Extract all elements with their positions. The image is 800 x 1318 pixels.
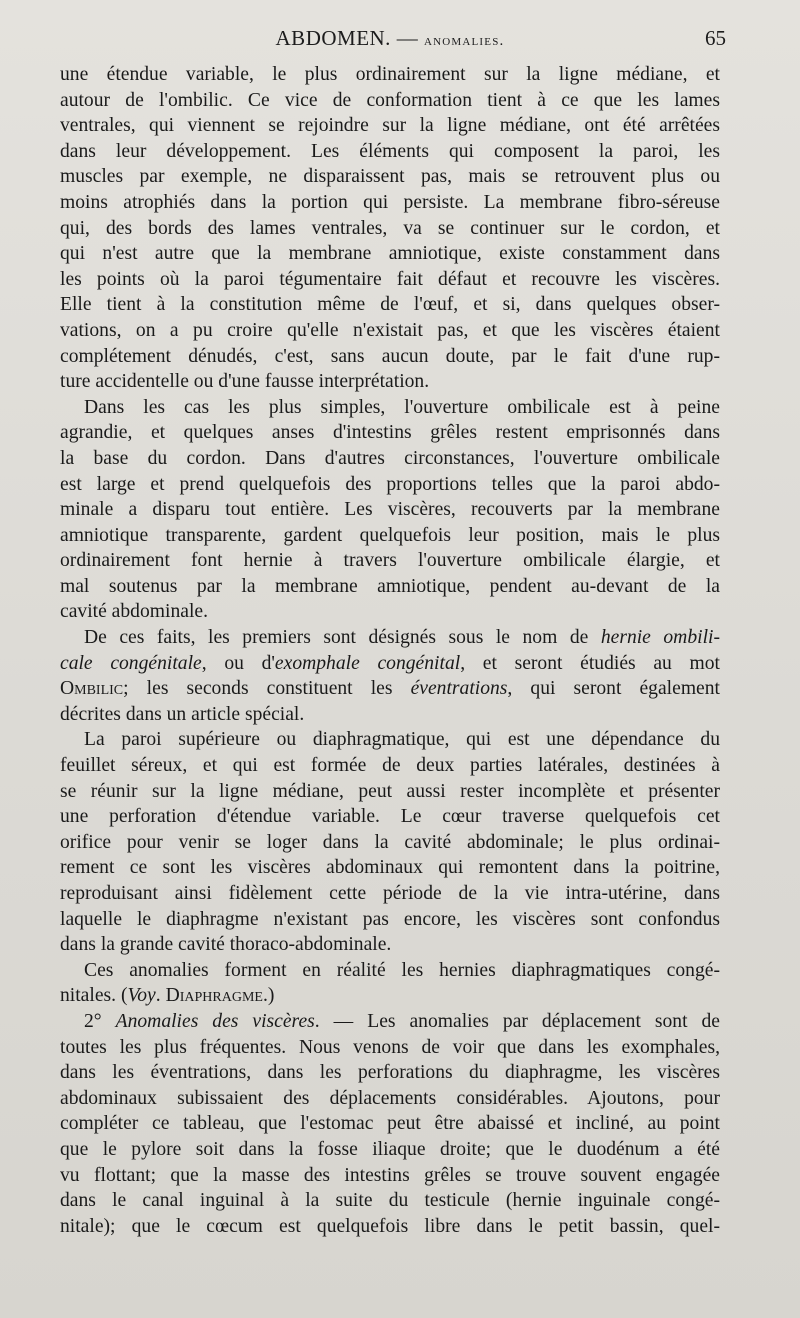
paragraph-3 xyxy=(60,625,720,727)
text-line: dans le canal inguinal à la suite du testicule (hernie inguinale congé- xyxy=(60,1190,720,1212)
italic-term: éventrations xyxy=(410,678,508,700)
paragraph-1 xyxy=(60,62,720,395)
text-line: muscles par exemple, ne disparaissent pas, mais se retrouvent plus ou xyxy=(60,166,720,188)
section-number: 2° xyxy=(84,1010,116,1032)
paragraph-6 xyxy=(60,1009,720,1239)
text-line: toutes les plus fréquentes. Nous venons de voir que dans les exomphales, xyxy=(60,1036,720,1058)
text-line: Elle tient à la constitution même de l'œuf, et si, dans quelques obser- xyxy=(60,294,720,316)
text-run: . — Les anomalies par déplacement sont de xyxy=(314,1010,720,1032)
text-line: ventrales, qui viennent se rejoindre sur la ligne médiane, ont été arrêtées xyxy=(60,115,720,137)
text-line: La paroi supérieure ou diaphragmatique, qui est une dépendance du xyxy=(84,729,720,751)
text-line: ordinairement font hernie à travers l'ouverture ombilicale élargie, et xyxy=(60,550,720,572)
text-line: cavité abdominale. xyxy=(60,601,208,623)
text-line: amniotique transparente, gardent quelquefois leur position, mais le plus xyxy=(60,524,720,546)
text-line: vu flottant; que la masse des intestins grêles se trouve souvent engagée xyxy=(60,1164,720,1186)
paragraph-2 xyxy=(60,395,720,625)
text-line: agrandie, et quelques anses d'intestins grêles restent emprisonnés dans xyxy=(60,422,720,444)
text-line: qui, des bords des lames ventrales, va se continuer sur le cordon, et xyxy=(60,217,720,239)
text-line: les points où la paroi tégumentaire fait défaut et recouvre les viscères. xyxy=(60,268,720,290)
running-title xyxy=(60,26,720,51)
text-line: reproduisant ainsi fidèlement cette période de la vie intra-utérine, dans xyxy=(60,883,720,904)
running-header xyxy=(60,26,726,56)
text-line: une étendue variable, le plus ordinairement sur la ligne médiane, et xyxy=(60,64,720,85)
text-line: Dans les cas les plus simples, l'ouverture ombilicale est à peine xyxy=(84,396,720,418)
text-line: Ces anomalies forment en réalité les hernies diaphragmatiques congé- xyxy=(84,959,720,981)
text-line: moins atrophiés dans la portion qui persiste. La membrane fibro-séreuse xyxy=(60,191,720,213)
text-line xyxy=(60,625,720,651)
paragraph-5 xyxy=(60,958,720,1009)
text-line: minale a disparu tout entière. Les viscères, recouverts par la membrane xyxy=(60,499,720,521)
text-line: dans leur développement. Les éléments qui composent la paroi, les xyxy=(60,140,720,162)
cross-reference: Ombilic xyxy=(60,678,124,700)
text-line: nitale); que le cœcum est quelquefois libre dans le petit bassin, quel- xyxy=(60,1215,720,1237)
text-run: , et seront étudiés au mot xyxy=(460,652,720,674)
text-line: une perforation d'étendue variable. Le cœur traverse quelquefois cet xyxy=(60,806,720,828)
text-line: est large et prend quelquefois des proportions telles que la paroi abdo- xyxy=(60,473,720,495)
text-line: dans la grande cavité thoraco-abdominale. xyxy=(60,934,392,956)
text-line xyxy=(60,676,720,702)
header-title: ABDOMEN. xyxy=(275,26,391,50)
text-run: . xyxy=(155,985,166,1007)
text-line: vations, on a pu croire qu'elle n'existait pas, et que les viscères étaient xyxy=(60,319,720,341)
text-run: ; les seconds constituent les xyxy=(123,678,411,700)
text-line: mal soutenus par la membrane amniotique, pendent au-devant de la xyxy=(60,575,720,597)
italic-term: cale congénitale xyxy=(60,652,202,674)
text-line: la base du cordon. Dans d'autres circonstances, l'ouverture ombilicale xyxy=(60,447,720,469)
text-line: laquelle le diaphragme n'existant pas encore, les viscères sont confondus xyxy=(60,908,720,930)
body-text xyxy=(60,62,720,1239)
text-line xyxy=(60,983,720,1009)
text-run: , qui seront également xyxy=(507,678,720,700)
text-line: feuillet séreux, et qui est formée de deux parties latérales, destinées à xyxy=(60,755,720,777)
text-line: dans les éventrations, dans les perforations du diaphragme, les viscères xyxy=(60,1062,720,1084)
text-line: ture accidentelle ou d'une fausse interprétation. xyxy=(60,371,430,393)
text-line: complétement dénudés, c'est, sans aucun doute, par le fait d'une rup- xyxy=(60,345,720,367)
paragraph-4 xyxy=(60,727,720,957)
text-line: qui n'est autre que la membrane amniotique, existe constamment dans xyxy=(60,243,720,265)
text-line: orifice pour venir se loger dans la cavité abdominale; le plus ordinai- xyxy=(60,831,720,853)
text-line: rement ce sont les viscères abdominaux qui remontent dans la poitrine, xyxy=(60,857,720,879)
italic-term: exomphale congénital xyxy=(274,652,461,674)
text-run: nitales. ( xyxy=(60,985,128,1007)
cross-reference: Diaphragme xyxy=(165,985,263,1007)
italic-term: hernie ombili- xyxy=(600,627,720,649)
text-line xyxy=(60,651,720,677)
header-separator: — xyxy=(390,26,424,50)
text-line: compléter ce tableau, que l'estomac peut être abaissé et incliné, au point xyxy=(60,1113,720,1135)
page-number: 65 xyxy=(705,26,726,50)
text-run: , ou d' xyxy=(201,652,275,674)
header-subtitle: anomalies. xyxy=(423,33,505,49)
text-line: se réunir sur la ligne médiane, peut aussi rester incomplète et présenter xyxy=(60,780,720,802)
text-line xyxy=(60,1009,720,1035)
italic-term: Voy xyxy=(127,985,156,1007)
text-run: De ces faits, les premiers sont désignés sous le nom de xyxy=(84,627,601,649)
text-line: autour de l'ombilic. Ce vice de conformation tient à ce que les lames xyxy=(60,89,720,111)
text-line: abdominaux subissaient des déplacements considérables. Ajoutons, pour xyxy=(60,1087,720,1109)
text-line: décrites dans un article spécial. xyxy=(60,703,305,725)
text-run: .) xyxy=(262,985,275,1007)
section-heading: Anomalies des viscères xyxy=(115,1010,315,1032)
text-line: que le pylore soit dans la fosse iliaque droite; que le duodénum a été xyxy=(60,1138,720,1160)
